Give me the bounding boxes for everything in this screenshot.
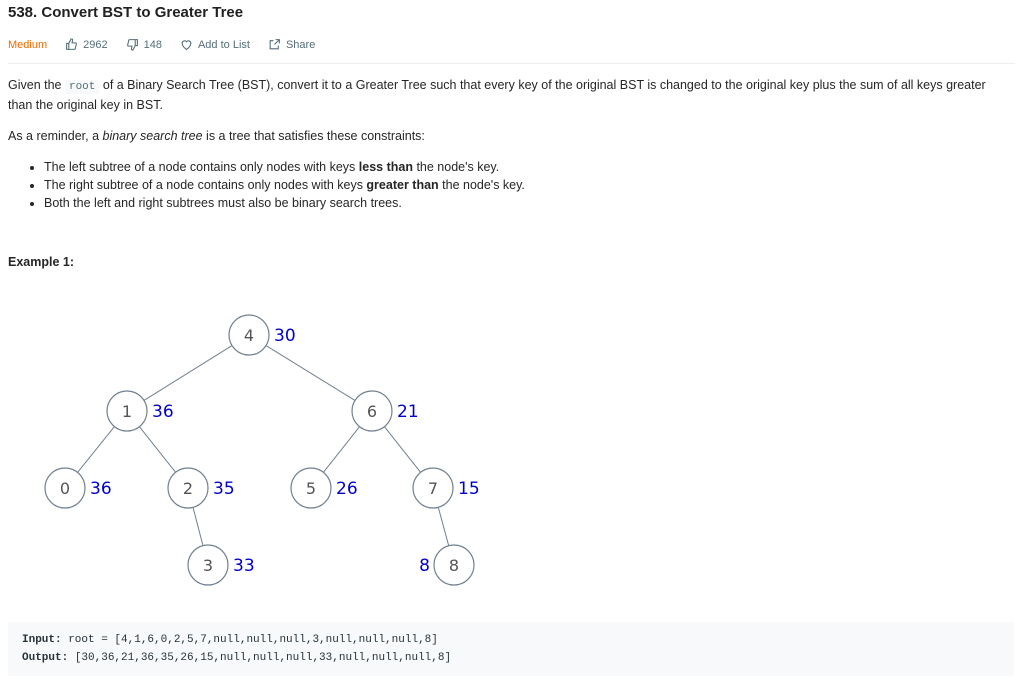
tree-edge [438,507,448,545]
thumbs-down-icon [126,38,139,51]
example-output: Output: [30,36,21,36,35,26,15,null,null,null,33,null,null,null,8] [22,652,452,664]
like-count: 2962 [83,38,108,51]
tree-node-key: 2 [182,479,194,498]
tree-node-greater-sum: 21 [397,402,419,422]
tree-node-key: 1 [121,402,133,421]
tree-node-greater-sum: 8 [419,556,430,576]
thumbs-up-icon [65,38,78,51]
tree-node-key: 6 [366,402,378,421]
tree-node-greater-sum: 33 [233,556,255,576]
bst-diagram [0,300,500,600]
share-label: Share [285,38,316,51]
tree-node-key: 4 [243,326,255,345]
constraint-item: • The right subtree of a node contains only nodes with keys greater than the node's key. [44,176,1008,194]
tree-node-greater-sum: 30 [274,326,296,346]
tree-node-greater-sum: 26 [336,479,358,499]
tree-node-key: 3 [202,556,214,575]
tree-edge [323,427,359,473]
tree-node-greater-sum: 36 [152,402,174,422]
reminder-paragraph: As a reminder, a binary search tree is a tree that satisfies these constraints: [8,129,425,143]
problem-meta-bar [8,34,1015,64]
root-code: root [65,80,99,94]
share-button[interactable] [268,38,315,51]
tree-node-key: 5 [305,479,317,498]
constraints-list [8,158,1008,212]
problem-description [8,76,1008,212]
example-title: Example 1: [8,255,75,269]
dislike-count: 148 [143,38,162,51]
tree-node-key: 7 [427,479,439,498]
share-icon [268,38,281,51]
heart-icon [180,38,193,51]
tree-edge [78,427,115,473]
tree-edge [139,427,175,473]
like-button[interactable] [65,38,107,51]
tree-node-greater-sum: 36 [90,479,112,499]
example-input: Input: root = [4,1,6,0,2,5,7,null,null,null,3,null,null,null,8] [22,634,438,646]
constraint-item: • Both the left and right subtrees must also be binary search trees. [44,194,1008,212]
add-to-list-label: Add to List [197,38,250,51]
add-to-list-button[interactable] [180,38,250,51]
dislike-button[interactable] [126,38,162,51]
tree-node-key: 8 [448,556,460,575]
example-io-block [8,622,1014,676]
description-paragraph: Given the root of a Binary Search Tree (BST), convert it to a Greater Tree such that every key of the original BST is changed to the original key plus the sum of all keys greater than the original key in BST. [8,78,986,112]
constraint-item: • The left subtree of a node contains only nodes with keys less than the node's key. [44,158,1008,176]
problem-title: 538. Convert BST to Greater Tree [8,4,244,21]
tree-edge [384,427,420,473]
tree-node-greater-sum: 35 [213,479,235,499]
tree-node-key: 0 [59,479,71,498]
tree-edge [193,507,203,545]
tree-edge [144,346,232,401]
difficulty-badge: Medium [8,38,48,51]
tree-edge [266,346,355,401]
tree-node-greater-sum: 15 [458,479,480,499]
